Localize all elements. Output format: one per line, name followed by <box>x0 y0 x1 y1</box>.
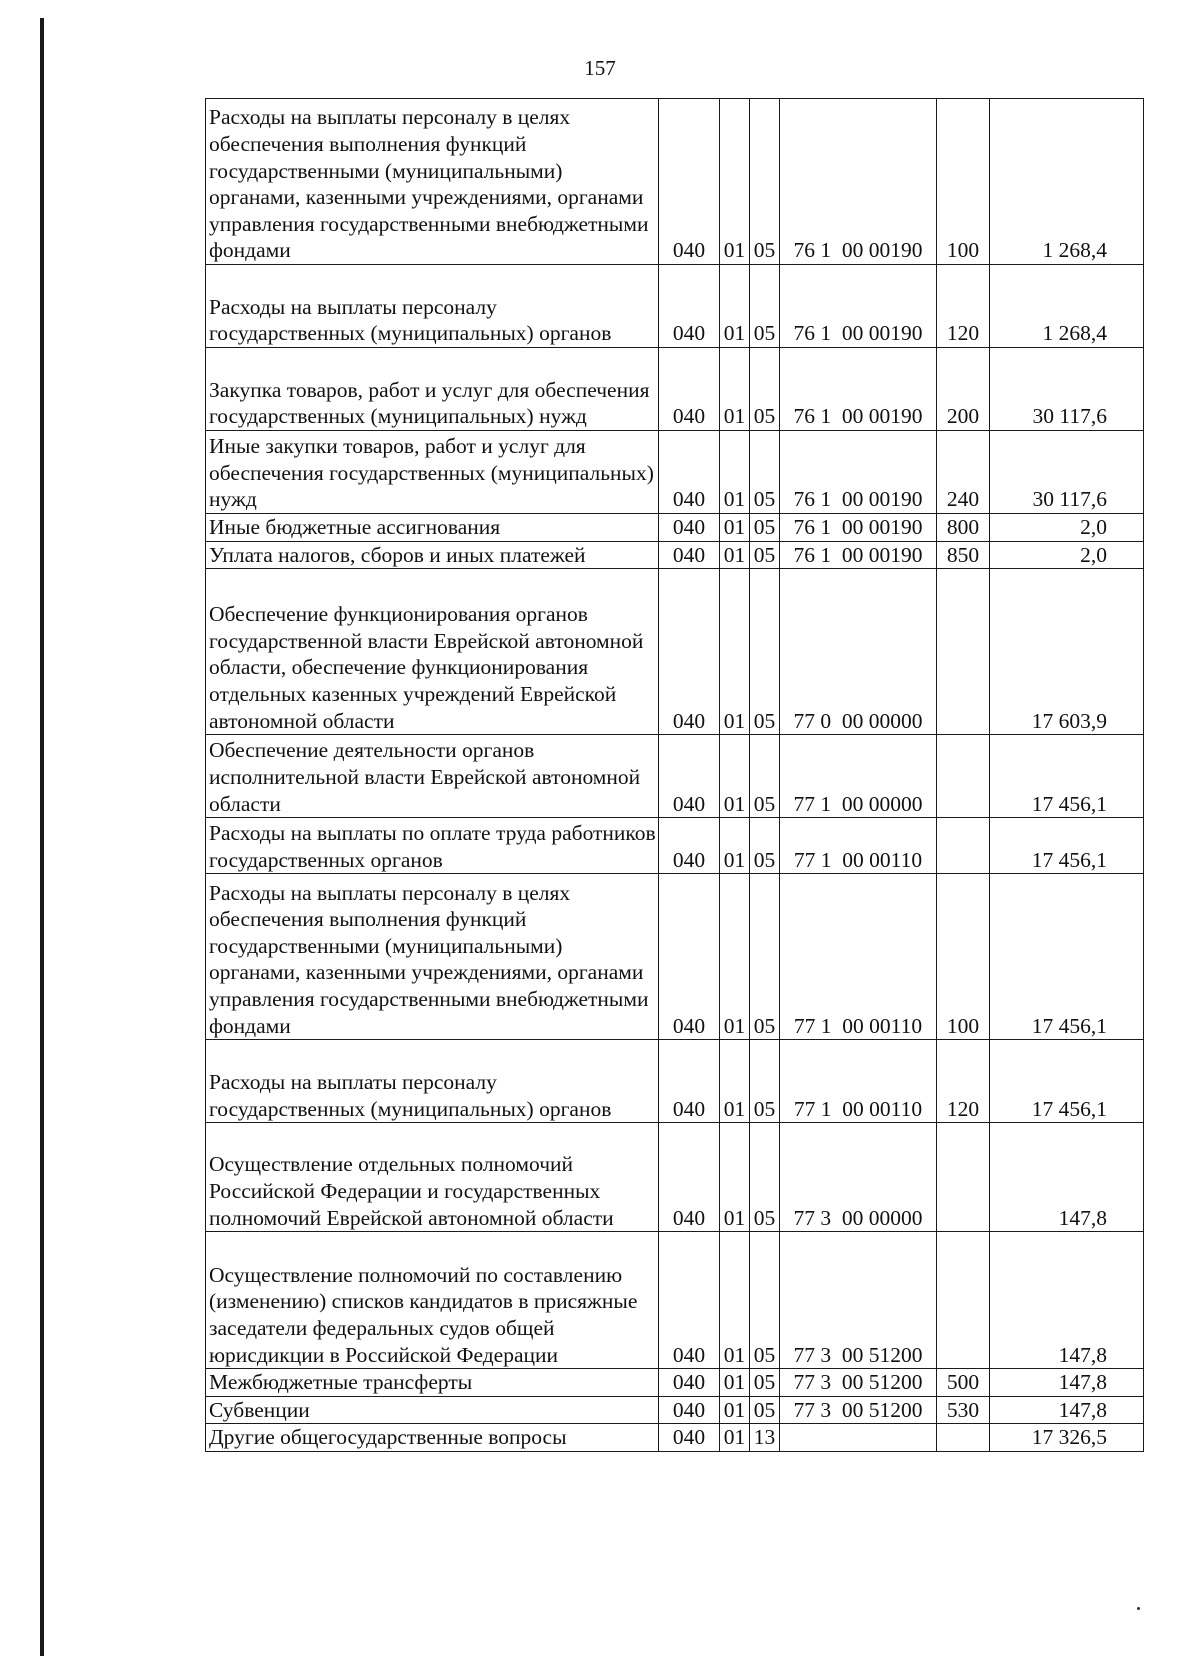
section-code-cell: 01 <box>720 541 750 569</box>
section-code-cell: 01 <box>720 348 750 431</box>
amount-cell: 1 268,4 <box>990 99 1144 265</box>
subsection-code-cell: 05 <box>750 735 780 818</box>
table-row <box>206 1369 1144 1397</box>
amount-cell: 17 326,5 <box>990 1424 1144 1452</box>
subsection-code-cell: 13 <box>750 1424 780 1452</box>
ministry-code-cell: 040 <box>659 541 720 569</box>
row-name-cell: Обеспечение функционирования органов государственной власти Еврейской автономной области, обеспечение функционирования отдельных казенных учреждений Еврейской автономной области <box>206 569 659 735</box>
amount-cell: 147,8 <box>990 1123 1144 1232</box>
target-article-code-cell: 77 3 00 51200 <box>780 1232 937 1369</box>
row-name-cell: Обеспечение деятельности органов исполнительной власти Еврейской автономной области <box>206 735 659 818</box>
section-code-cell: 01 <box>720 265 750 348</box>
table-row <box>206 1040 1144 1123</box>
row-name-cell: Субвенции <box>206 1396 659 1424</box>
target-article-code-cell: 77 3 00 51200 <box>780 1369 937 1397</box>
ministry-code-cell: 040 <box>659 348 720 431</box>
section-code-cell: 01 <box>720 1369 750 1397</box>
subsection-code-cell: 05 <box>750 265 780 348</box>
scan-speck <box>1137 1607 1140 1610</box>
row-name-cell: Расходы на выплаты персоналу в целях обеспечения выполнения функций государственными (муниципальными) органами, казенными учреждениями, органами управления государственными внебюджетными фондами <box>206 874 659 1040</box>
table-row <box>206 1123 1144 1232</box>
amount-cell: 17 456,1 <box>990 818 1144 874</box>
target-article-code-cell: 76 1 00 00190 <box>780 265 937 348</box>
subsection-code-cell: 05 <box>750 1040 780 1123</box>
amount-cell: 147,8 <box>990 1369 1144 1397</box>
subsection-code-cell: 05 <box>750 1232 780 1369</box>
section-code-cell: 01 <box>720 1123 750 1232</box>
subsection-code-cell: 05 <box>750 1123 780 1232</box>
ministry-code-cell: 040 <box>659 818 720 874</box>
table-row <box>206 514 1144 542</box>
amount-cell: 2,0 <box>990 514 1144 542</box>
page-number: 157 <box>584 56 616 80</box>
table-row <box>206 735 1144 818</box>
expense-type-code-cell <box>937 735 990 818</box>
amount-cell: 17 603,9 <box>990 569 1144 735</box>
expense-type-code-cell: 530 <box>937 1396 990 1424</box>
subsection-code-cell: 05 <box>750 1369 780 1397</box>
subsection-code-cell: 05 <box>750 874 780 1040</box>
target-article-code-cell: 76 1 00 00190 <box>780 541 937 569</box>
table-row <box>206 818 1144 874</box>
target-article-code-cell: 77 0 00 00000 <box>780 569 937 735</box>
expense-type-code-cell <box>937 1123 990 1232</box>
amount-cell: 1 268,4 <box>990 265 1144 348</box>
row-name-cell: Уплата налогов, сборов и иных платежей <box>206 541 659 569</box>
ministry-code-cell: 040 <box>659 1424 720 1452</box>
target-article-code-cell: 76 1 00 00190 <box>780 99 937 265</box>
amount-cell: 17 456,1 <box>990 874 1144 1040</box>
amount-cell: 17 456,1 <box>990 735 1144 818</box>
amount-cell: 147,8 <box>990 1396 1144 1424</box>
row-name-cell: Расходы на выплаты персоналу в целях обеспечения выполнения функций государственными (муниципальными) органами, казенными учреждениями, органами управления государственными внебюджетными фондами <box>206 99 659 265</box>
ministry-code-cell: 040 <box>659 1123 720 1232</box>
row-name-cell: Закупка товаров, работ и услуг для обеспечения государственных (муниципальных) нужд <box>206 348 659 431</box>
table-row <box>206 348 1144 431</box>
section-code-cell: 01 <box>720 1040 750 1123</box>
section-code-cell: 01 <box>720 431 750 514</box>
table-row <box>206 1232 1144 1369</box>
ministry-code-cell: 040 <box>659 735 720 818</box>
expense-type-code-cell: 240 <box>937 431 990 514</box>
row-name-cell: Межбюджетные трансферты <box>206 1369 659 1397</box>
row-name-cell: Осуществление полномочий по составлению (изменению) списков кандидатов в присяжные заседатели федеральных судов общей юрисдикции в Российской Федерации <box>206 1232 659 1369</box>
target-article-code-cell: 77 1 00 00110 <box>780 1040 937 1123</box>
target-article-code-cell <box>780 1424 937 1452</box>
amount-cell: 2,0 <box>990 541 1144 569</box>
expense-type-code-cell: 120 <box>937 1040 990 1123</box>
row-name-cell: Иные бюджетные ассигнования <box>206 514 659 542</box>
expense-type-code-cell <box>937 818 990 874</box>
ministry-code-cell: 040 <box>659 99 720 265</box>
section-code-cell: 01 <box>720 514 750 542</box>
table-row <box>206 265 1144 348</box>
amount-cell: 147,8 <box>990 1232 1144 1369</box>
expense-type-code-cell <box>937 1232 990 1369</box>
section-code-cell: 01 <box>720 1396 750 1424</box>
expense-type-code-cell: 850 <box>937 541 990 569</box>
expense-type-code-cell: 500 <box>937 1369 990 1397</box>
subsection-code-cell: 05 <box>750 348 780 431</box>
ministry-code-cell: 040 <box>659 874 720 1040</box>
target-article-code-cell: 77 1 00 00110 <box>780 818 937 874</box>
section-code-cell: 01 <box>720 735 750 818</box>
subsection-code-cell: 05 <box>750 541 780 569</box>
ministry-code-cell: 040 <box>659 569 720 735</box>
subsection-code-cell: 05 <box>750 569 780 735</box>
ministry-code-cell: 040 <box>659 1040 720 1123</box>
expense-type-code-cell <box>937 569 990 735</box>
table-row <box>206 569 1144 735</box>
ministry-code-cell: 040 <box>659 265 720 348</box>
section-code-cell: 01 <box>720 818 750 874</box>
subsection-code-cell: 05 <box>750 431 780 514</box>
row-name-cell: Расходы на выплаты персоналу государственных (муниципальных) органов <box>206 265 659 348</box>
row-name-cell: Расходы на выплаты по оплате труда работников государственных органов <box>206 818 659 874</box>
ministry-code-cell: 040 <box>659 1396 720 1424</box>
target-article-code-cell: 76 1 00 00190 <box>780 514 937 542</box>
subsection-code-cell: 05 <box>750 514 780 542</box>
table-row <box>206 541 1144 569</box>
subsection-code-cell: 05 <box>750 818 780 874</box>
target-article-code-cell: 76 1 00 00190 <box>780 431 937 514</box>
row-name-cell: Осуществление отдельных полномочий Российской Федерации и государственных полномочий Еврейской автономной области <box>206 1123 659 1232</box>
target-article-code-cell: 77 3 00 51200 <box>780 1396 937 1424</box>
budget-table <box>205 98 1144 1452</box>
target-article-code-cell: 77 3 00 00000 <box>780 1123 937 1232</box>
table-row <box>206 874 1144 1040</box>
ministry-code-cell: 040 <box>659 1232 720 1369</box>
row-name-cell: Иные закупки товаров, работ и услуг для обеспечения государственных (муниципальных) нужд <box>206 431 659 514</box>
section-code-cell: 01 <box>720 874 750 1040</box>
ministry-code-cell: 040 <box>659 1369 720 1397</box>
subsection-code-cell: 05 <box>750 99 780 265</box>
expense-type-code-cell: 800 <box>937 514 990 542</box>
target-article-code-cell: 76 1 00 00190 <box>780 348 937 431</box>
row-name-cell: Другие общегосударственные вопросы <box>206 1424 659 1452</box>
ministry-code-cell: 040 <box>659 431 720 514</box>
amount-cell: 30 117,6 <box>990 348 1144 431</box>
table-body <box>206 99 1144 1452</box>
section-code-cell: 01 <box>720 569 750 735</box>
target-article-code-cell: 77 1 00 00000 <box>780 735 937 818</box>
row-name-cell: Расходы на выплаты персоналу государственных (муниципальных) органов <box>206 1040 659 1123</box>
binding-edge-line <box>40 18 44 1656</box>
expense-type-code-cell: 100 <box>937 99 990 265</box>
section-code-cell: 01 <box>720 1424 750 1452</box>
table-row <box>206 1424 1144 1452</box>
expense-type-code-cell: 120 <box>937 265 990 348</box>
ministry-code-cell: 040 <box>659 514 720 542</box>
section-code-cell: 01 <box>720 1232 750 1369</box>
table-row <box>206 1396 1144 1424</box>
expense-type-code-cell <box>937 1424 990 1452</box>
target-article-code-cell: 77 1 00 00110 <box>780 874 937 1040</box>
expense-type-code-cell: 100 <box>937 874 990 1040</box>
amount-cell: 17 456,1 <box>990 1040 1144 1123</box>
expense-type-code-cell: 200 <box>937 348 990 431</box>
amount-cell: 30 117,6 <box>990 431 1144 514</box>
table-row <box>206 431 1144 514</box>
subsection-code-cell: 05 <box>750 1396 780 1424</box>
section-code-cell: 01 <box>720 99 750 265</box>
table-row <box>206 99 1144 265</box>
